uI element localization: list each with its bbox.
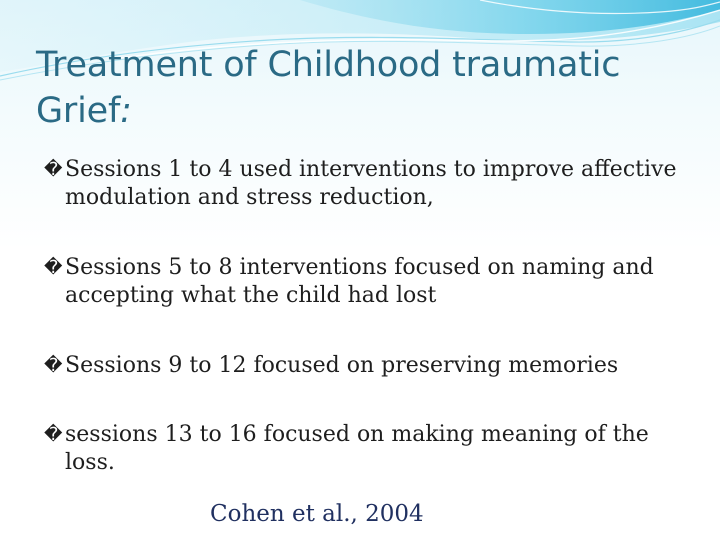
slide-title-text: Treatment of Childhood traumatic Grief [36, 45, 621, 131]
bullet-marker-icon: � [44, 257, 63, 278]
citation: Cohen et al., 2004 [210, 501, 424, 527]
bullet-item [44, 421, 694, 477]
bullet-marker-icon: � [44, 159, 63, 180]
bullet-marker-icon: � [44, 355, 63, 376]
bullet-list [44, 156, 694, 477]
bullet-item [44, 254, 694, 310]
slide-title [36, 42, 696, 134]
bullet-text: Sessions 9 to 12 focused on preserving memories [65, 353, 619, 378]
bullet-item [44, 352, 694, 380]
bullet-text: Sessions 5 to 8 interventions focused on naming and accepting what the child had lost [65, 255, 654, 308]
bullet-text: sessions 13 to 16 focused on making meaning of the loss. [65, 422, 649, 475]
bullet-marker-icon: � [44, 424, 63, 445]
slide-title-colon: : [120, 91, 132, 131]
bullet-text: Sessions 1 to 4 used interventions to improve affective modulation and stress reduction, [65, 157, 677, 210]
bullet-item [44, 156, 694, 212]
